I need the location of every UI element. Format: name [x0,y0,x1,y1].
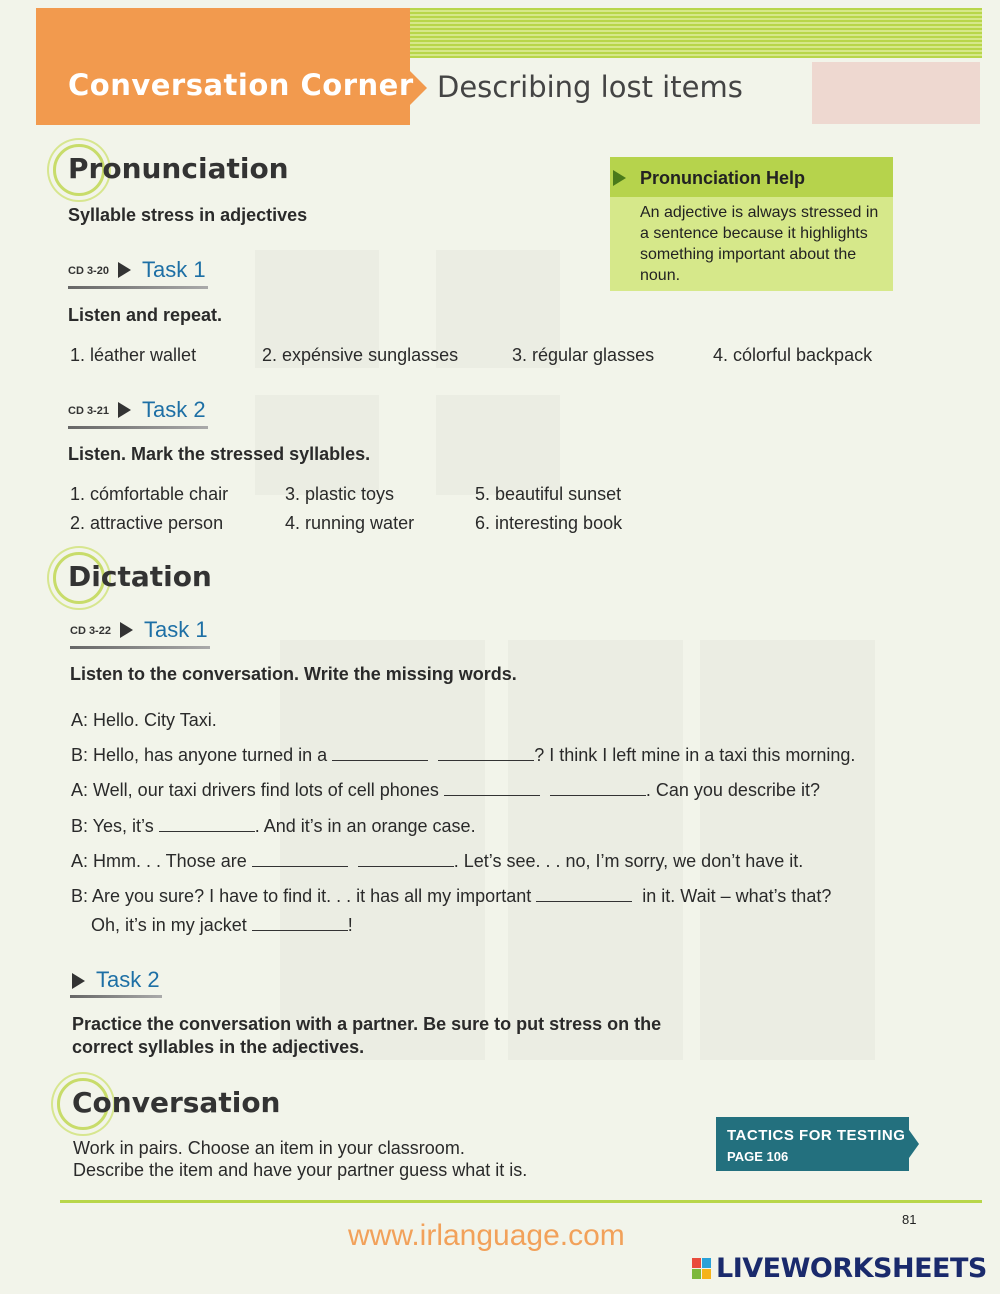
footer-rule [60,1200,982,1203]
ghost-map [700,640,875,1060]
conversation-text: Describe the item and have your partner guess what it is. [73,1160,528,1180]
list-item: 5. beautiful sunset [475,484,622,504]
cd-track: CD 3-20 [68,265,109,277]
task-underline [70,995,162,998]
list-item: 6. interesting book [475,513,623,533]
blank-input[interactable] [252,916,348,931]
list-item: 2. expénsive sunglasses [262,345,459,365]
ghost-map [508,640,683,1060]
blank-input[interactable] [444,781,540,796]
task-underline [68,426,208,429]
tactics-title: TACTICS FOR TESTING [727,1127,906,1144]
dialogue-line: A: Hmm. . . Those are . Let’s see. . . no, I’m sorry, we don’t have it. [71,851,804,871]
ghost-map [280,640,485,1060]
pronunciation-subheading: Syllable stress in adjectives [68,205,308,225]
header-stripe [410,8,982,58]
ghost-badge [812,62,980,124]
ghost-map [436,395,560,495]
dialogue-line: B: Yes, it’s . And it’s in an orange case. [71,816,476,836]
task-underline [70,646,210,649]
play-icon [120,622,133,638]
play-icon [118,262,131,278]
liveworksheets-logo-icon [692,1258,712,1280]
task-instruction: Practice the conversation with a partner. Be sure to put stress on the correct syllables in the adjectives. [72,1014,662,1057]
task-label: Task 1 [144,617,208,642]
section-heading-pronunciation: Pronunciation [68,152,289,185]
task-underline [68,286,208,289]
section-heading-dictation: Dictation [68,560,212,593]
dialogue-line: B: Are you sure? I have to find it. . . it has all my important in it. Wait – what’s that? [71,886,832,906]
dialogue-line: Oh, it’s in my jacket ! [91,915,353,935]
task-instruction: Listen and repeat. [68,305,223,325]
header-subtitle: Describing lost items [437,70,743,104]
header-title: Conversation Corner [68,68,414,102]
task-label: Task 2 [142,397,206,422]
page-number: 81 [902,1212,917,1227]
blank-input[interactable] [536,887,632,902]
liveworksheets-brand: LIVEWORKSHEETS [716,1253,987,1284]
dialogue-line: B: Hello, has anyone turned in a ? I think I left mine in a taxi this morning. [71,745,856,765]
help-body: An adjective is always stressed in a sentence because it highlights something important about the noun. [640,204,879,284]
conversation-text: Work in pairs. Choose an item in your classroom. [73,1138,465,1158]
watermark-link[interactable]: www.irlanguage.com [348,1219,625,1252]
list-item: 3. régular glasses [512,345,655,365]
play-icon [118,402,131,418]
blank-input[interactable] [332,746,428,761]
blank-input[interactable] [159,817,255,832]
task-instruction: Listen. Mark the stressed syllables. [68,444,371,464]
section-heading-conversation: Conversation [72,1086,281,1119]
dialogue-line: A: Well, our taxi drivers find lots of cell phones . Can you describe it? [71,780,820,800]
blank-input[interactable] [438,746,534,761]
blank-input[interactable] [550,781,646,796]
header-band [36,8,410,125]
play-icon [72,973,85,989]
dialogue-line: A: Hello. City Taxi. [71,710,217,730]
blank-input[interactable] [252,852,348,867]
list-item: 4. running water [285,513,415,533]
cd-track: CD 3-22 [70,625,111,637]
task-label: Task 1 [142,257,206,282]
list-item: 3. plastic toys [285,484,395,504]
tactics-arrow-icon [909,1130,919,1158]
blank-input[interactable] [358,852,454,867]
task-instruction: Listen to the conversation. Write the missing words. [70,664,517,684]
list-item: 1. léather wallet [70,345,197,365]
list-item: 4. cólorful backpack [713,345,873,365]
tactics-page: PAGE 106 [727,1149,789,1164]
help-title: Pronunciation Help [640,168,806,188]
task-label: Task 2 [96,967,160,992]
list-item: 1. cómfortable chair [70,484,229,504]
list-item: 2. attractive person [70,513,224,533]
cd-track: CD 3-21 [68,405,109,417]
arrow-icon [613,170,626,186]
